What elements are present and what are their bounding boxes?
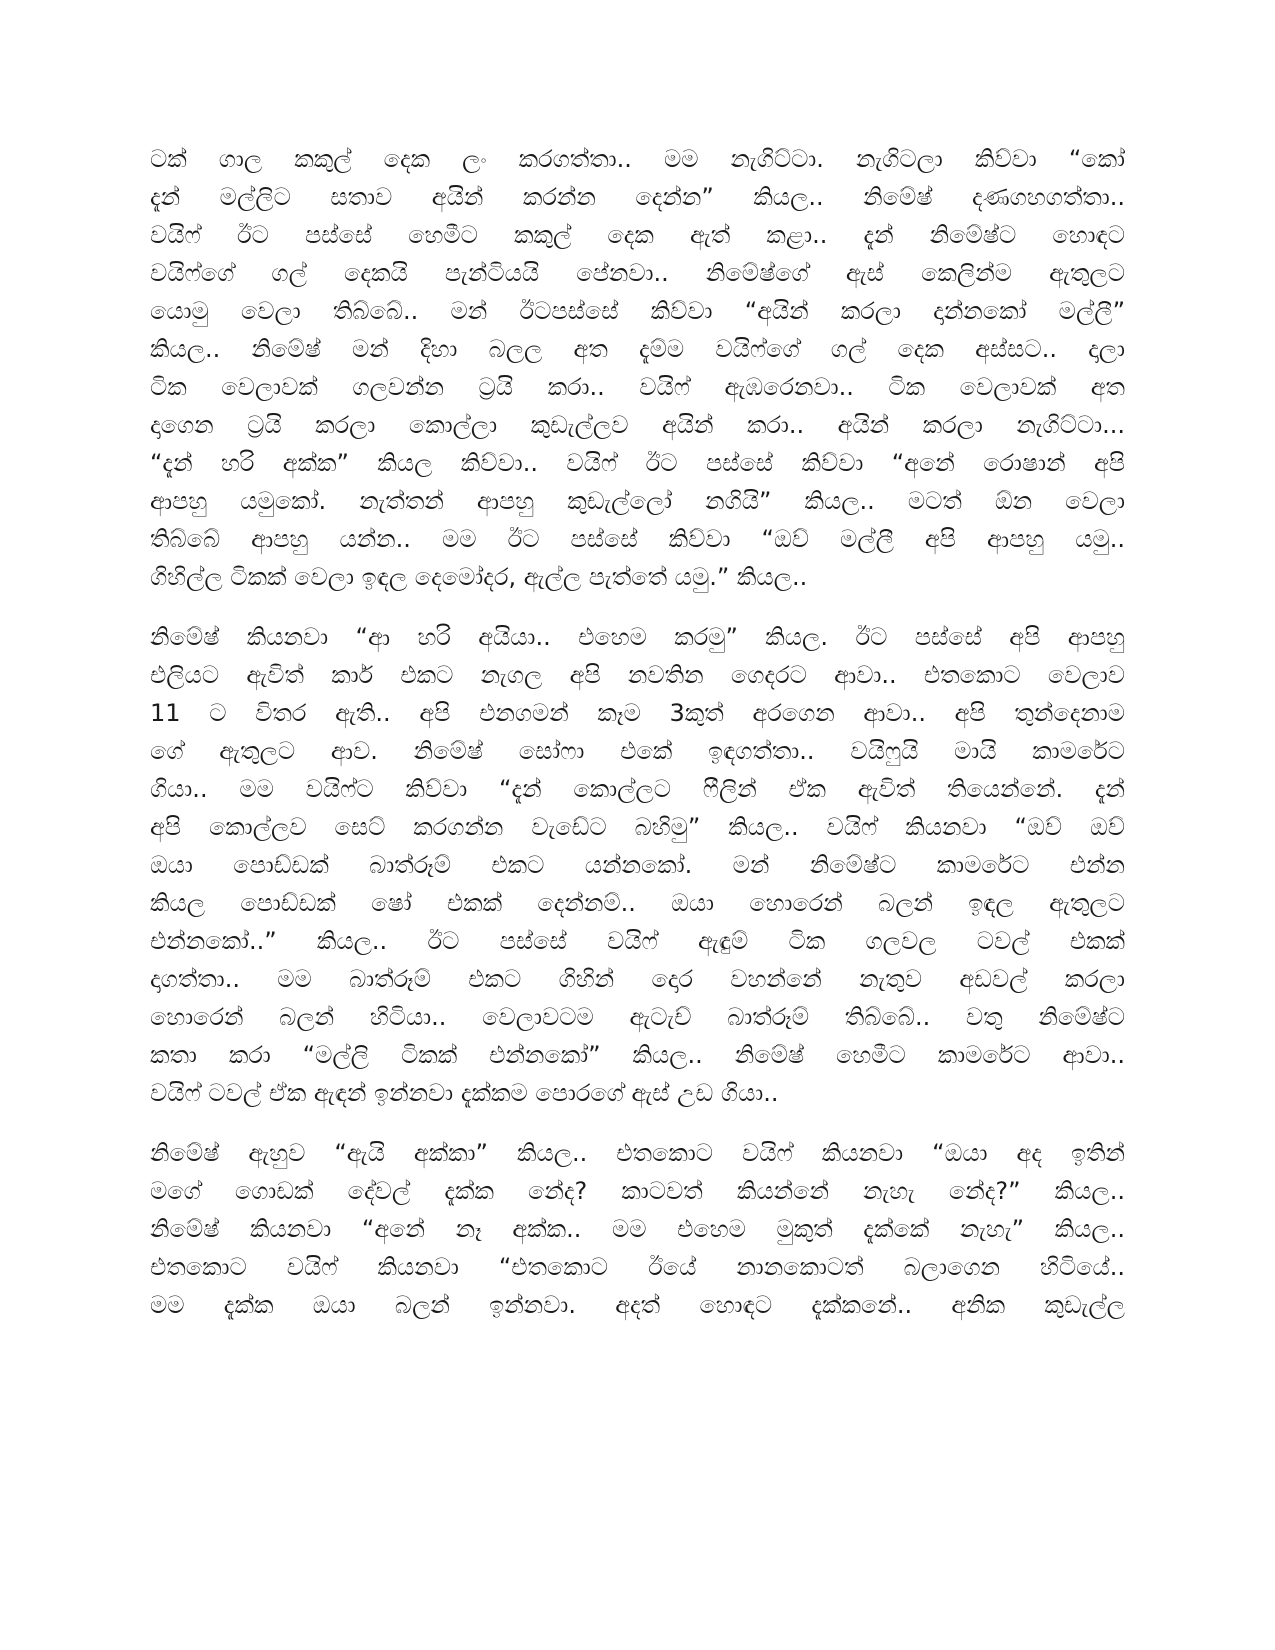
text-line: හොරෙන් බලන් හිටියා.. වෙලාවටම ඇටැච් බාත්රූම් තිබ්බේ.. වතු නිමේෂ්ට: [150, 1003, 1125, 1031]
paragraph-1: [150, 140, 1125, 596]
paragraph-2: [150, 618, 1125, 1112]
text-line: ගේ ඇතුලට ආව. නිමේෂ් සෝෆා එකේ ඉඳගත්තා.. වයිෆුයි මායි කාමරේට: [150, 737, 1125, 765]
text-line: නිමේෂ් කියනවා “ආ හරි අයියා.. එහෙම කරමු” කියල. ඊට පස්සේ අපි ආපහු: [150, 623, 1125, 651]
text-line: වයිෆ් ටවල් ඒක ඇඳන් ඉන්නවා දැක්කම පොරගේ ඇස් උඩ ගියා..: [150, 1079, 779, 1107]
text-line: එන්නකෝ..” කියල.. ඊට පස්සේ වයිෆ් ඇඳුම් ටික ගලවල ටවල් එකක්: [150, 927, 1125, 955]
paragraph-3: [150, 1134, 1125, 1324]
text-line: ගියා.. මම වයිෆ්ට කිව්වා “දැන් කොල්ලට ෆීලින් ඒක ඇවිත් තියෙන්නේ. දැන්: [150, 775, 1125, 803]
text-line: ඔයා පොඩ්ඩක් බාත්රූම් එකට යන්නකෝ. මන් නිමේෂ්ට කාමරේට එන්න: [150, 851, 1125, 879]
text-line: දාගත්තා.. මම බාත්රූම් එකට ගිහින් දොර වහන්නේ නැතුව අඩවල් කරලා: [150, 965, 1125, 993]
text-line: “දැන් හරි අක්ක” කියල කිව්වා.. වයිෆ් ඊට පස්සේ කිව්වා “අනේ රොෂාන් අපි: [150, 449, 1125, 477]
text-line: තිබ්බේ ආපහු යන්න.. මම ඊට පස්සේ කිව්වා “ඔව් මල්ලී අපි ආපහු යමු..: [150, 525, 1125, 553]
text-line: දාගෙන ට්‍රයි කරලා කොල්ලා කුඩැල්ලව අයින් කරා.. අයින් කරලා නැගිට්ටා...: [150, 411, 1125, 439]
text-line: නිමේෂ් ඇහුව “ඇයි අක්කා” කියල.. එතකොට වයිෆ් කියනවා “ඔයා අද ඉතින්: [150, 1139, 1125, 1167]
text-line: වයිෆ්ගේ ගල් දෙකයි පැන්ටියයි පේනවා.. නිමේෂ්ගේ ඇස් කෙලින්ම ඇතුලට: [150, 259, 1125, 287]
text-line: ගිහිල්ල ටිකක් වෙලා ඉඳල දෙමෝදර, ඇල්ල පැත්තේ යමු.” කියල..: [150, 563, 808, 591]
text-line: ටක් ගාල කකුල් දෙක ලං කරගත්තා.. මම නැගිට්ටා. නැගිටලා කිව්වා “කෝ: [150, 145, 1125, 173]
text-line: දැන් මල්ලිට සතාව අයින් කරන්න දෙන්න” කියල.. නිමේෂ් දණගහගත්තා..: [150, 183, 1125, 211]
text-line: වයිෆ් ඊට පස්සේ හෙමීට කකුල් දෙක ඇත් කළා.. දැන් නිමේෂ්ට හොඳට: [150, 221, 1125, 249]
body-text: [150, 140, 1125, 1346]
text-line: ටික වෙලාවක් ගලවන්න ට්‍රයි කරා.. වයිෆ් ඇඹරෙනවා.. ටික වෙලාවක් අත: [150, 373, 1125, 401]
text-line: මගේ ගොඩක් දේවල් දැක්ක නේද? කාටවත් කියන්නේ නැහැ නේද?” කියල..: [150, 1177, 1125, 1205]
text-line: කියල.. නිමේෂ් මන් දිහා බලල අත දැම්ම වයිෆ්ගේ ගල් දෙක අස්සට.. දාලා: [150, 335, 1125, 363]
text-line: නිමේෂ් කියනවා “අනේ නෑ අක්ක.. මම එහෙම මුකුත් දැක්කේ නැහැ” කියල..: [150, 1215, 1125, 1243]
text-line: එලියට ඇවිත් කාර් එකට නැගල අපි නවතින ගෙදරට ආවා.. එතකොට වෙලාව: [150, 661, 1125, 689]
text-line: මම දැක්ක ඔයා බලන් ඉන්නවා. අදත් හොඳට දැක්කනේ.. අනික කුඩැල්ල: [150, 1291, 1125, 1319]
text-line: යොමු වෙලා තිබ්බේ.. මන් ඊටපස්සේ කිව්වා “අයින් කරලා දාන්නකෝ මල්ලී”: [150, 297, 1125, 325]
text-line: කතා කරා “මල්ලි ටිකක් එන්නකෝ” කියල.. නිමේෂ් හෙමීට කාමරේට ආවා..: [150, 1041, 1125, 1069]
text-line: අපි කොල්ලව සෙට් කරගන්න වැඩේට බහිමු” කියල.. වයිෆ් කියනවා “ඔව් ඔව්: [150, 813, 1125, 841]
text-line: කියල පොඩ්ඩක් ෂෝ එකක් දෙන්නම්.. ඔයා හොරෙන් බලන් ඉඳල ඇතුලට: [150, 889, 1125, 917]
text-line: 11 ට විතර ඇති.. අපි එනගමන් කෑම 3කුත් අරගෙන ආවා.. අපි තුන්දෙනාම: [150, 699, 1125, 727]
text-line: ආපහු යමුකෝ. නැත්තන් ආපහු කුඩැල්ලෝ නගියි” කියල.. මටත් ඕන වෙලා: [150, 487, 1125, 515]
text-line: එතකොට වයිෆ් කියනවා “එතකොට ඊයේ නානකොටත් බලාගෙන හිටියේ..: [150, 1253, 1125, 1281]
